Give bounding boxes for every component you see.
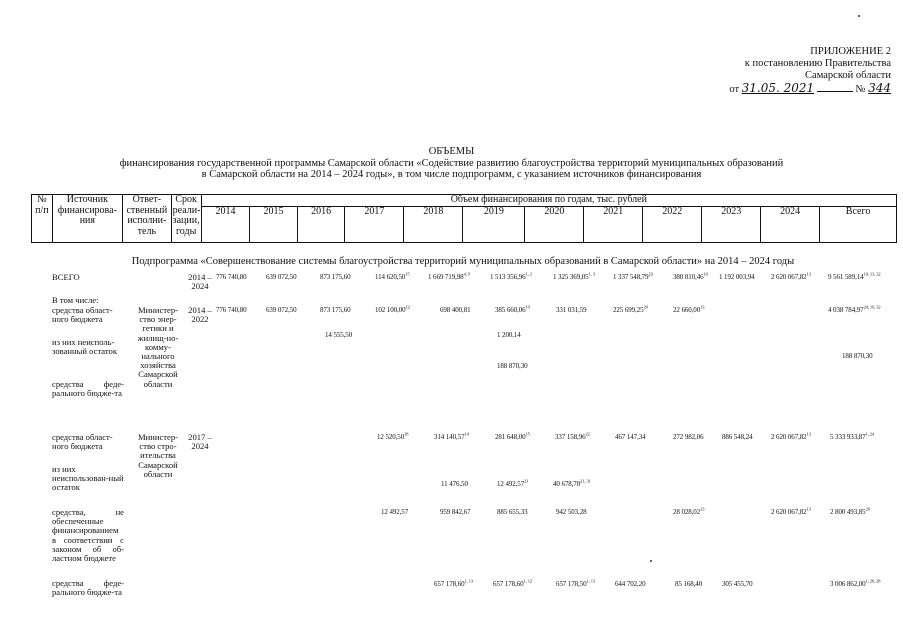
header-year: 2020	[525, 207, 584, 243]
header-year: 2021	[584, 207, 643, 243]
header-year: 2022	[643, 207, 702, 243]
value-cell: 2 620 067,82$^{13}$	[771, 431, 811, 441]
title-sub-2: в Самарской области на 2014 – 2024 годы», в том числе подпрограмм, с указанием источников финансирования	[201, 169, 702, 180]
header-term: Срок реали-зации, годы	[171, 195, 201, 243]
value-cell: 385 660,06$^{19}$	[495, 304, 530, 314]
value-cell: 886 548,24	[722, 433, 753, 441]
value-cell: 639 072,50	[266, 306, 297, 314]
value-cell: 12 520,50$^{18}$	[377, 431, 409, 441]
value-cell: 873 175,60	[320, 306, 351, 314]
appendix-line: к постановлению Правительства	[744, 58, 891, 69]
value-cell: 380 810,46$^{10}$	[673, 271, 708, 281]
subprogram-title: Подпрограмма «Совершенствование системы благоустройства территорий муниципальных образований в Самарской области» на 2014 – 2024 годы	[131, 256, 795, 267]
value-cell: 5 333 933,87$^{1, 24}$	[830, 431, 875, 441]
value-cell: 1 325 369,05$^{1, 3}$	[553, 271, 595, 281]
value-cell: 1 513 356,96$^{1, 2}$	[490, 271, 532, 281]
handwritten-number: 344	[868, 81, 891, 95]
appendix-title: ПРИЛОЖЕНИЕ 2	[810, 46, 891, 57]
value-cell: 885 655,33	[497, 508, 528, 516]
handwritten-date: 31.05. 2021	[741, 81, 815, 95]
appendix-block	[591, 46, 891, 96]
value-cell: 12 492,57$^{21}$	[497, 478, 529, 488]
value-cell: 1 200,14	[497, 331, 521, 339]
row-label-source: из них неисполь-зованный остаток	[52, 337, 118, 357]
value-cell: 314 140,57$^{14}$	[434, 431, 469, 441]
row-label-vsego: ВСЕГО	[52, 272, 80, 282]
header-num: № п/п	[32, 195, 53, 243]
row-term: 2017 – 2024	[188, 432, 212, 452]
value-cell: 4 038 784,97$^{24, 16, 32}$	[828, 304, 881, 314]
value-cell: 1 337 548,79$^{23}$	[613, 271, 653, 281]
value-cell: 1 192 003,94	[719, 273, 755, 281]
value-cell: 337 158,96$^{22}$	[555, 431, 590, 441]
header-year: 2018	[404, 207, 463, 243]
title-main: ОБЪЕМЫ	[428, 146, 475, 157]
scan-speck	[650, 560, 652, 562]
value-cell: 2 620 067,82$^{13}$	[771, 271, 811, 281]
row-executor: Министер-ство стро-ительства Самарской области	[138, 432, 178, 479]
date-prefix: от	[729, 84, 740, 95]
appendix-date-line	[591, 82, 891, 96]
value-cell: 2 800 493,85$^{20}$	[830, 506, 870, 516]
row-term: 2014 – 2024	[188, 272, 212, 292]
header-year: 2024	[761, 207, 820, 243]
header-year: 2014	[201, 207, 250, 243]
row-label-source: средства, не обеспеченные финансированием в соответствии с законом об об-ластном бюджете	[52, 507, 124, 564]
row-label-incl: В том числе:	[52, 295, 99, 305]
header-source: Источник финансирова-ния	[52, 195, 122, 243]
value-cell: 2 620 067,82$^{13}$	[771, 506, 811, 516]
value-cell: 3 006 862,00$^{1, 26, 28}$	[830, 578, 881, 588]
value-cell: 225 699,25$^{20}$	[613, 304, 648, 314]
header-year: 2017	[345, 207, 404, 243]
appendix-line: Самарской области	[805, 70, 891, 81]
value-cell: 657 178,60$^{1, 12}$	[493, 578, 533, 588]
value-cell: 698 400,81	[440, 306, 471, 314]
header-volume: Объем финансирования по годам, тыс. рублей	[201, 195, 896, 207]
header-year: 2023	[702, 207, 761, 243]
blank-line	[817, 91, 853, 92]
value-cell: 467 147,34	[615, 433, 646, 441]
value-cell: 272 982,06	[673, 433, 704, 441]
value-cell: 188 870,30	[842, 352, 873, 360]
value-cell: 1 669 719,98$^{4, 9}$	[428, 271, 470, 281]
value-cell: 12 492,57	[381, 508, 409, 516]
value-cell: 873 175,60	[320, 273, 351, 281]
scan-speck	[858, 15, 860, 17]
row-label-source: средства област-ного бюджета	[52, 432, 113, 452]
value-cell: 657 178,50$^{1, 13}$	[556, 578, 596, 588]
row-label-source: средства област-ного бюджета	[52, 305, 113, 325]
value-cell: 281 648,00$^{15}$	[495, 431, 530, 441]
value-cell: 776 740,80	[216, 306, 247, 314]
number-prefix: №	[855, 84, 866, 95]
value-cell: 639 072,50	[266, 273, 297, 281]
header-total: Всего	[820, 207, 897, 243]
value-cell: 959 842,67	[440, 508, 471, 516]
document-title	[0, 146, 903, 181]
value-cell: 942 503,28	[556, 508, 587, 516]
value-cell: 14 555,50	[325, 331, 353, 339]
value-cell: 85 168,40	[675, 580, 703, 588]
value-cell: 102 100,00$^{12}$	[375, 304, 410, 314]
value-cell: 657 178,60$^{1, 13}$	[434, 578, 474, 588]
row-executor: Министер-ство энер-гетики и жилищ-но-комму-нального хозяйства Самарской области	[137, 305, 179, 389]
header-executor: Ответ-ственный исполни-тель	[123, 195, 172, 243]
row-term: 2014 – 2022	[188, 305, 212, 325]
value-cell: 188 870,30	[497, 362, 528, 370]
header-year: 2016	[297, 207, 345, 243]
value-cell: 305 455,70	[722, 580, 753, 588]
row-label-source: средства феде-рального бюдже-та	[52, 578, 124, 598]
value-cell: 11 476,50	[441, 480, 468, 488]
title-sub-1: финансирования государственной программы Самарской области «Содействие развитию благоустройства территорий муниципальных образований	[119, 157, 784, 169]
value-cell: 776 740,80	[216, 273, 247, 281]
row-label-source: из них неиспользован-ный остаток	[52, 464, 124, 493]
value-cell: 644 702,20	[615, 580, 646, 588]
value-cell: 331 031,59	[556, 306, 587, 314]
row-label-source: средства феде-рального бюдже-та	[52, 379, 124, 399]
header-year: 2019	[463, 207, 525, 243]
header-year: 2015	[250, 207, 298, 243]
value-cell: 28 028,02$^{13}$	[673, 506, 705, 516]
value-cell: 114 620,50$^{15}$	[375, 271, 410, 281]
value-cell: 22 660,00$^{13}$	[673, 304, 705, 314]
table-header	[31, 194, 897, 243]
value-cell: 40 678,70$^{21, 31}$	[553, 478, 591, 488]
value-cell: 9 561 589,14$^{10, 13, 32}$	[828, 271, 881, 281]
